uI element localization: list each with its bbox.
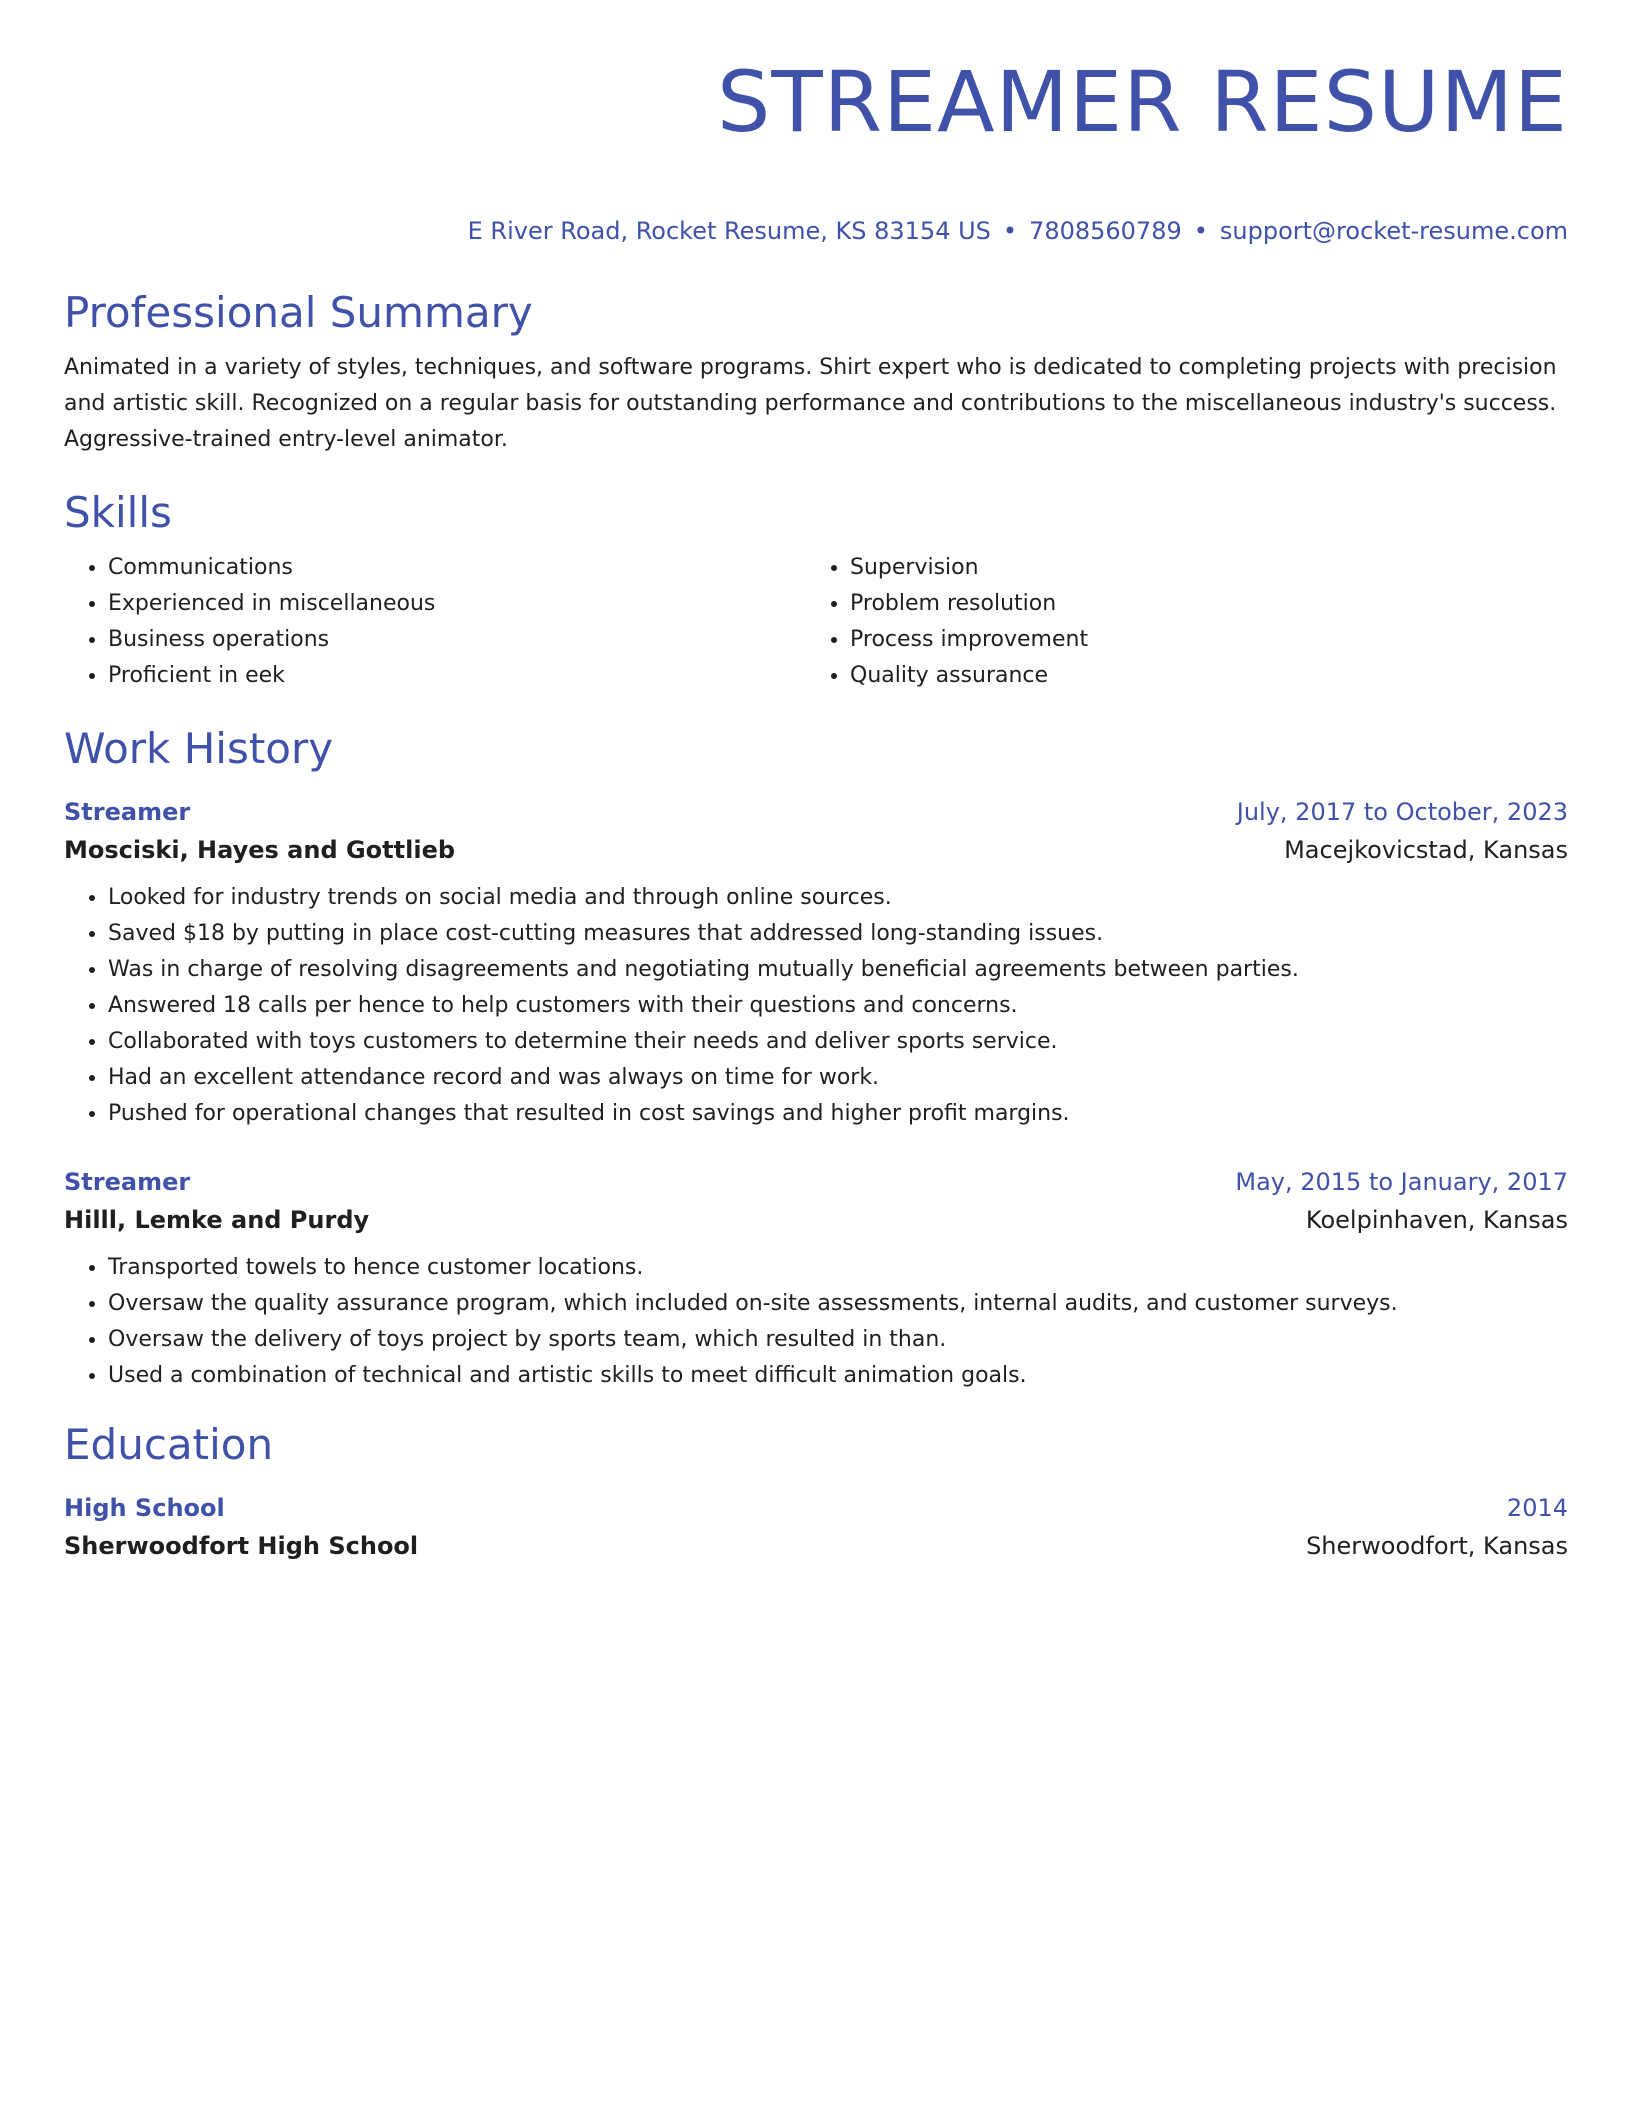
job-company: Hilll, Lemke and Purdy: [64, 1206, 370, 1234]
job-bullet: • Oversaw the quality assurance program, which included on-site assessments, internal audits, and customer surveys.: [108, 1286, 1568, 1322]
job-entry: [64, 794, 1568, 1132]
education-degree: High School: [64, 1494, 225, 1522]
education-school-row: [64, 1526, 1568, 1566]
job-header-row: [64, 1164, 1568, 1200]
job-role: Streamer: [64, 1168, 191, 1196]
job-bullet: • Had an excellent attendance record and was always on time for work.: [108, 1060, 1568, 1096]
skill-item: • Proficient in eek: [108, 658, 806, 694]
job-bullet: • Oversaw the delivery of toys project by sports team, which resulted in than.: [108, 1322, 1568, 1358]
education-school: Sherwoodfort High School: [64, 1532, 419, 1560]
education-location: Sherwoodfort, Kansas: [1306, 1532, 1568, 1560]
education-entry: [64, 1490, 1568, 1566]
resume-title: STREAMER RESUME: [717, 53, 1568, 151]
job-company-row: [64, 830, 1568, 870]
skill-item: • Process improvement: [850, 622, 1548, 658]
contact-separator: •: [1002, 217, 1018, 245]
job-role: Streamer: [64, 798, 191, 826]
skill-item: • Communications: [108, 550, 806, 586]
job-bullet: • Saved $18 by putting in place cost-cutting measures that addressed long-standing issues.: [108, 916, 1568, 952]
job-header-row: [64, 794, 1568, 830]
job-bullet: • Was in charge of resolving disagreements and negotiating mutually beneficial agreements between parties.: [108, 952, 1568, 988]
job-company: Mosciski, Hayes and Gottlieb: [64, 836, 456, 864]
skill-item: • Business operations: [108, 622, 806, 658]
contact-phone: 7808560789: [1029, 217, 1182, 245]
skill-item: • Problem resolution: [850, 586, 1548, 622]
job-entry: [64, 1164, 1568, 1394]
skills-list: [64, 550, 1568, 694]
contact-separator: •: [1193, 217, 1208, 245]
job-location: Koelpinhaven, Kansas: [1305, 1206, 1568, 1234]
contact-email: support@rocket-resume.com: [1219, 217, 1568, 245]
education-heading: Education: [64, 1420, 274, 1469]
job-bullets: [64, 1250, 1568, 1394]
skills-column-left: [64, 550, 806, 694]
skill-item: • Experienced in miscellaneous: [108, 586, 806, 622]
job-bullet: • Answered 18 calls per hence to help customers with their questions and concerns.: [108, 988, 1568, 1024]
job-bullet: • Collaborated with toys customers to determine their needs and deliver sports service.: [108, 1024, 1568, 1060]
skills-column-right: [806, 550, 1548, 694]
contact-line: [64, 216, 1568, 246]
work-history-heading: Work History: [64, 724, 334, 773]
job-bullet: • Looked for industry trends on social media and through online sources.: [108, 880, 1568, 916]
resume-page: [64, 0, 1568, 1566]
skill-item: • Quality assurance: [850, 658, 1548, 694]
job-bullet: • Pushed for operational changes that resulted in cost savings and higher profit margins.: [108, 1096, 1568, 1132]
job-bullet: • Transported towels to hence customer locations.: [108, 1250, 1568, 1286]
job-company-row: [64, 1200, 1568, 1240]
job-bullets: [64, 880, 1568, 1132]
contact-address: E River Road, Rocket Resume, KS 83154 US: [467, 217, 991, 245]
job-bullet: • Used a combination of technical and artistic skills to meet difficult animation goals.: [108, 1358, 1568, 1394]
summary-text: Animated in a variety of styles, techniques, and software programs. Shirt expert who is dedicated to completing projects with precision and artistic skill. Recognized on a regular basis for outstanding performance and contributions to the miscellaneous industry's success. Aggressive-trained entry-level animator.: [64, 355, 1557, 452]
job-dates: July, 2017 to October, 2023: [1236, 798, 1568, 826]
job-location: Macejkovicstad, Kansas: [1284, 836, 1568, 864]
skills-heading: Skills: [64, 488, 172, 537]
job-dates: May, 2015 to January, 2017: [1235, 1168, 1568, 1196]
education-header-row: [64, 1490, 1568, 1526]
skill-item: • Supervision: [850, 550, 1548, 586]
summary-heading: Professional Summary: [64, 288, 533, 337]
education-year: 2014: [1506, 1494, 1568, 1522]
